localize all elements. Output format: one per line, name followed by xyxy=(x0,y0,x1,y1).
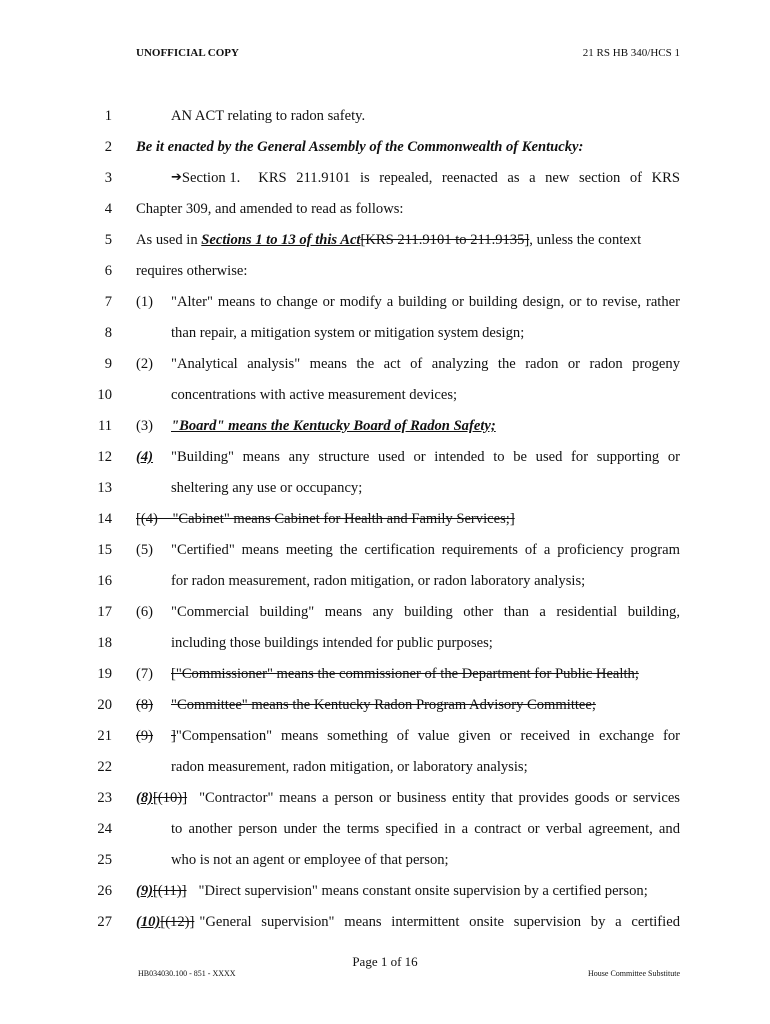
line-23 xyxy=(0,786,770,810)
line-6 xyxy=(0,259,770,283)
line-number: 5 xyxy=(104,232,112,248)
subsection-label-inserted: (4) xyxy=(136,449,154,465)
line-text: concentrations with active measurement devices; xyxy=(171,387,458,403)
line-text: "Direct supervision" means constant onsite supervision by a certified person; xyxy=(198,883,648,899)
line-text: including those buildings intended for public purposes; xyxy=(171,635,493,651)
line-26 xyxy=(0,879,770,903)
deleted-text: [(12)] xyxy=(160,914,195,930)
line-number: 24 xyxy=(97,821,112,837)
line-17 xyxy=(0,600,770,624)
line-8 xyxy=(0,321,770,345)
deleted-text: [(4) "Cabinet" means Cabinet for Health and Family Services;] xyxy=(136,511,515,527)
arrow-icon: ➔ xyxy=(171,170,182,185)
line-number: 2 xyxy=(104,139,112,155)
header-left: UNOFFICIAL COPY xyxy=(136,47,239,59)
line-number: 7 xyxy=(104,294,112,310)
line-number: 13 xyxy=(97,480,112,496)
line-7 xyxy=(0,290,770,314)
line-number: 4 xyxy=(104,201,112,217)
line-number: 26 xyxy=(97,883,112,899)
page-number: Page 1 of 16 xyxy=(352,954,418,969)
header-right: 21 RS HB 340/HCS 1 xyxy=(582,47,680,59)
line-number: 3 xyxy=(104,170,112,186)
line-text: sheltering any use or occupancy; xyxy=(171,480,363,496)
line-11 xyxy=(0,414,770,438)
line-text: "Commercial building" means any building other than a residential building, xyxy=(171,604,680,620)
line-14 xyxy=(0,507,770,531)
section-text: KRS 211.9101 is repealed, reenacted as a new section of KRS xyxy=(258,170,680,186)
line-5 xyxy=(0,228,770,252)
line-27 xyxy=(0,910,770,934)
deleted-text: [KRS 211.9101 to 211.9135] xyxy=(360,232,530,248)
inserted-text: Sections 1 to 13 of this Act xyxy=(201,232,361,248)
subsection-label-inserted: (10) xyxy=(136,914,161,930)
line-number: 16 xyxy=(97,573,112,589)
line-text: "Certified" means meeting the certification requirements of a proficiency program xyxy=(171,542,680,558)
line-text: "General supervision" means intermittent onsite supervision by a certified xyxy=(199,914,680,930)
line-16 xyxy=(0,569,770,593)
footer-doc-id: HB034030.100 - 851 - XXXX xyxy=(138,969,236,978)
line-2 xyxy=(0,135,770,159)
line-text: than repair, a mitigation system or mitigation system design; xyxy=(171,325,525,341)
line-number: 10 xyxy=(97,387,112,403)
line-25 xyxy=(0,848,770,872)
subsection-label: (5) xyxy=(136,542,154,558)
line-number: 19 xyxy=(97,666,112,682)
subsection-label-inserted: (9) xyxy=(136,883,154,899)
subsection-label: (3) xyxy=(136,418,154,434)
line-15 xyxy=(0,538,770,562)
line-text: Chapter 309, and amended to read as follows: xyxy=(136,201,404,217)
line-24 xyxy=(0,817,770,841)
line-19 xyxy=(0,662,770,686)
enacting-clause: Be it enacted by the General Assembly of the Commonwealth of Kentucky: xyxy=(136,139,584,155)
line-22 xyxy=(0,755,770,779)
line-number: 27 xyxy=(97,914,112,930)
line-text: As used in xyxy=(136,232,202,248)
subsection-label: (7) xyxy=(136,666,154,682)
line-text: who is not an agent or employee of that person; xyxy=(171,852,449,868)
line-text: for radon measurement, radon mitigation, or radon laboratory analysis; xyxy=(171,573,586,589)
line-10 xyxy=(0,383,770,407)
line-20 xyxy=(0,693,770,717)
deleted-text: [(10)] xyxy=(153,790,188,806)
line-number: 12 xyxy=(97,449,112,465)
line-18 xyxy=(0,631,770,655)
line-4 xyxy=(0,197,770,221)
line-text: to another person under the terms specified in a contract or verbal agreement, and xyxy=(171,821,680,837)
line-number: 18 xyxy=(97,635,112,651)
line-text: "Alter" means to change or modify a building or building design, or to revise, rather xyxy=(171,294,680,310)
line-number: 25 xyxy=(97,852,112,868)
line-1 xyxy=(0,104,770,128)
line-text: radon measurement, radon mitigation, or laboratory analysis; xyxy=(171,759,528,775)
line-number: 14 xyxy=(97,511,112,527)
line-text: "Analytical analysis" means the act of analyzing the radon or radon progeny xyxy=(171,356,680,372)
line-12 xyxy=(0,445,770,469)
deleted-text: "Committee" means the Kentucky Radon Program Advisory Committee; xyxy=(171,697,596,713)
footer-version: House Committee Substitute xyxy=(588,969,680,978)
line-number: 6 xyxy=(104,263,112,279)
line-text: "Building" means any structure used or intended to be used for supporting or xyxy=(171,449,680,465)
line-text: , unless the context xyxy=(529,232,642,248)
line-number: 17 xyxy=(97,604,112,620)
line-text: requires otherwise: xyxy=(136,263,248,279)
line-9 xyxy=(0,352,770,376)
subsection-label-deleted: (9) xyxy=(136,728,154,744)
subsection-label: (6) xyxy=(136,604,154,620)
line-number: 8 xyxy=(104,325,112,341)
line-number: 21 xyxy=(97,728,112,744)
subsection-label-inserted: (8) xyxy=(136,790,154,806)
subsection-label: (1) xyxy=(136,294,154,310)
line-21 xyxy=(0,724,770,748)
act-title: AN ACT relating to radon safety. xyxy=(171,108,366,124)
line-number: 1 xyxy=(104,108,112,124)
deleted-text: ["Commissioner" means the commissioner of the Department for Public Health; xyxy=(171,666,639,682)
line-number: 15 xyxy=(97,542,112,558)
section-label: Section 1. xyxy=(181,170,241,186)
subsection-label: (2) xyxy=(136,356,154,372)
deleted-text: ] xyxy=(171,728,176,744)
subsection-label-deleted: (8) xyxy=(136,697,154,713)
line-text: "Contractor" means a person or business entity that provides goods or services xyxy=(199,790,680,806)
line-number: 11 xyxy=(97,418,112,434)
line-13 xyxy=(0,476,770,500)
line-number: 22 xyxy=(97,759,112,775)
line-number: 20 xyxy=(97,697,112,713)
line-text: "Compensation" means something of value given or received in exchange for xyxy=(175,728,680,744)
deleted-text: [(11)] xyxy=(153,883,187,899)
line-number: 9 xyxy=(104,356,112,372)
line-3 xyxy=(0,166,770,190)
line-number: 23 xyxy=(97,790,112,806)
inserted-text: "Board" means the Kentucky Board of Radon Safety; xyxy=(171,418,496,434)
